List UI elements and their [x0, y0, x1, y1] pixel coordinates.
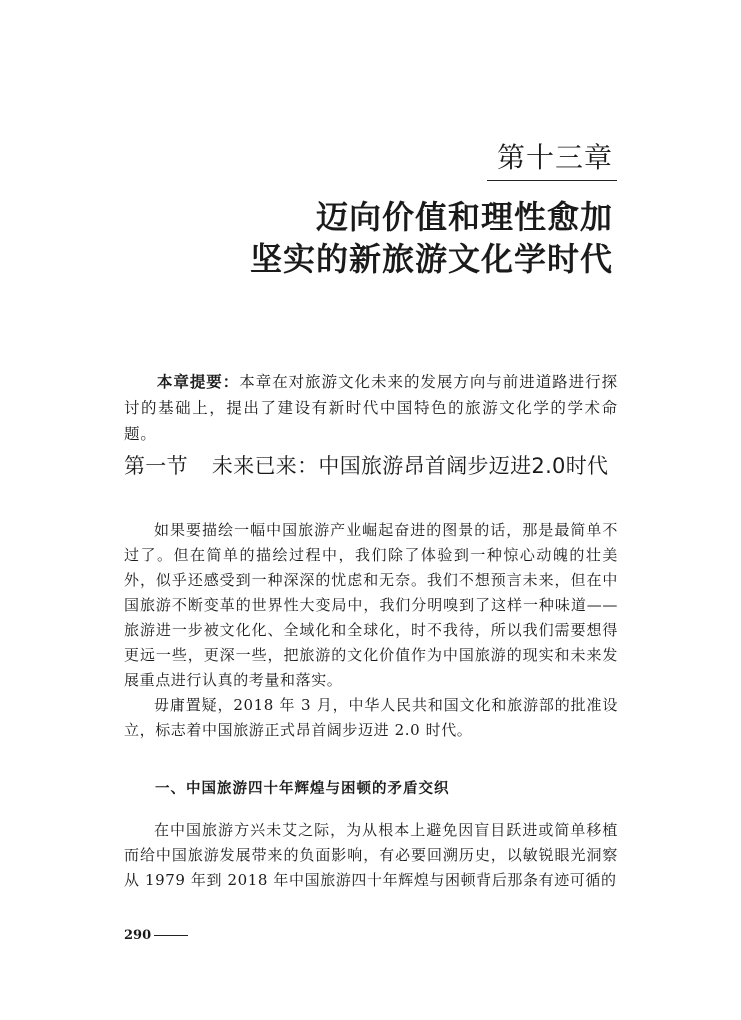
section-heading	[124, 451, 608, 481]
abstract-label: 本章提要：	[156, 373, 240, 391]
chapter-divider	[487, 180, 617, 181]
chapter-title-line-1: 迈向价值和理性愈加	[315, 198, 613, 236]
page-number: 290	[124, 928, 152, 943]
section-number: 第一节	[124, 454, 188, 478]
chapter-title	[250, 196, 613, 280]
section-body	[124, 518, 618, 743]
chapter-abstract	[124, 369, 618, 447]
subsection-body	[124, 818, 618, 893]
body-paragraph: 如果要描绘一幅中国旅游产业崛起奋进的图景的话，那是最简单不过了。但在简单的描绘过程中，我们除了体验到一种惊心动魄的壮美外，似乎还感受到一种深深的忧虑和无奈。我们不想预言未来，但在中国旅游不断变革的世界性大变局中，我们分明嗅到了这样一种味道——旅游进一步被文化化、全域化和全球化，时不我待，所以我们需要想得更远一些，更深一些，把旅游的文化价值作为中国旅游的现实和未来发展重点进行认真的考量和落实。	[124, 521, 618, 689]
section-title: 未来已来：中国旅游昂首阔步迈进2.0时代	[211, 454, 609, 478]
body-paragraph: 毋庸置疑，2018 年 3 月，中华人民共和国文化和旅游部的批准设立，标志着中国旅游正式昂首阔步迈进 2.0 时代。	[124, 696, 618, 739]
body-paragraph: 在中国旅游方兴未艾之际，为从根本上避免因盲目跃进或简单移植而给中国旅游发展带来的负面影响，有必要回溯历史，以敏锐眼光洞察从 1979 年到 2018 年中国旅游四十年辉煌与困顿背后那条有迹可循的	[124, 821, 618, 889]
chapter-title-line-2: 坚实的新旅游文化学时代	[249, 240, 613, 278]
chapter-number: 第十三章	[496, 141, 613, 174]
abstract-text: 本章在对旅游文化未来的发展方向与前进道路进行探讨的基础上，提出了建设有新时代中国特色的旅游文化学的学术命题。	[124, 373, 618, 443]
footer-rule	[154, 935, 188, 936]
subsection-heading: 一、中国旅游四十年辉煌与困顿的矛盾交织	[155, 781, 450, 797]
page-footer	[124, 928, 188, 943]
